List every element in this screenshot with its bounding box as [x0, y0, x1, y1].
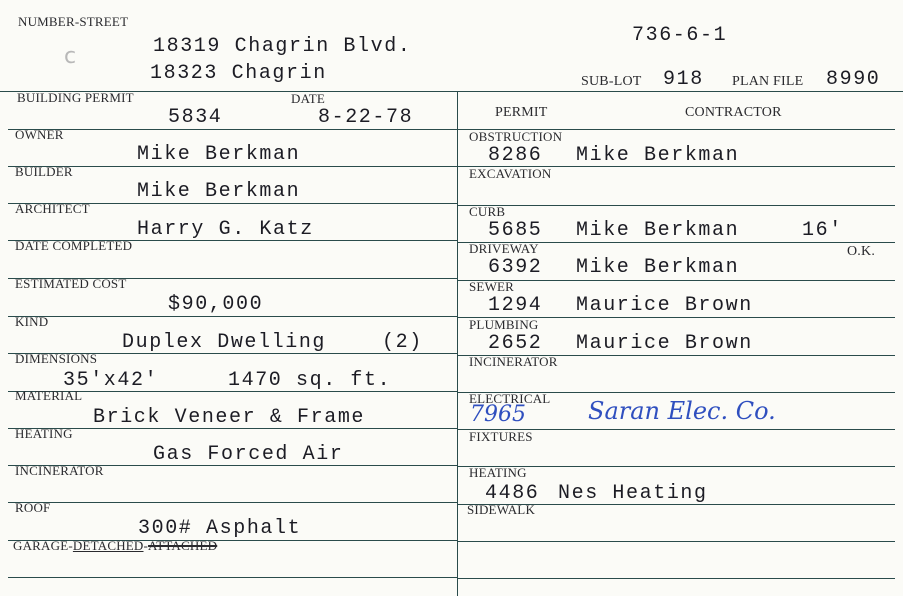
left-rule	[8, 166, 457, 167]
garage-label: GARAGE-	[13, 538, 73, 553]
obstruction-contractor: Mike Berkman	[576, 144, 740, 167]
kind-label: KIND	[15, 314, 49, 329]
driveway-note: O.K.	[847, 244, 876, 259]
electrical-permit-handwritten: 7965	[470, 402, 526, 427]
heating-permit: 4486	[485, 482, 540, 505]
obstruction-label: OBSTRUCTION	[469, 129, 563, 144]
header-rule	[0, 91, 903, 92]
estimated-cost-value: $90,000	[168, 293, 264, 316]
driveway-contractor: Mike Berkman	[576, 256, 740, 279]
owner-label: OWNER	[15, 127, 64, 142]
center-column-divider	[457, 92, 458, 596]
right-rule	[458, 578, 895, 579]
contractor-header: CONTRACTOR	[685, 105, 782, 120]
right-rule	[458, 541, 895, 542]
owner-value: Mike Berkman	[137, 143, 301, 166]
card-number: 736-6-1	[632, 24, 728, 47]
building-permit-value: 5834	[168, 106, 223, 129]
garage-line	[13, 539, 217, 552]
sublot-value: 918	[663, 68, 704, 91]
sewer-label: SEWER	[469, 279, 515, 294]
sidewalk-label: SIDEWALK	[467, 502, 536, 517]
sewer-permit: 1294	[488, 294, 543, 317]
pencil-mark: c	[64, 44, 77, 69]
right-rule	[458, 205, 895, 206]
left-rule	[8, 577, 457, 578]
left-rule	[8, 316, 457, 317]
right-rule	[458, 280, 895, 281]
heating-value: Gas Forced Air	[153, 443, 344, 466]
kind-count: (2)	[382, 331, 423, 354]
curb-length: 16'	[802, 219, 843, 242]
builder-value: Mike Berkman	[137, 180, 301, 203]
roof-label: ROOF	[15, 500, 51, 515]
electrical-label: ELECTRICAL	[469, 391, 551, 406]
dimensions-label: DIMENSIONS	[15, 351, 98, 366]
incinerator-label-right: INCINERATOR	[469, 354, 558, 369]
address-line-2: 18323 Chagrin	[150, 62, 327, 85]
sublot-label: SUB-LOT	[581, 74, 642, 89]
curb-contractor: Mike Berkman	[576, 219, 740, 242]
heating-contractor: Nes Heating	[558, 482, 708, 505]
estimated-cost-label: ESTIMATED COST	[15, 276, 127, 291]
kind-value: Duplex Dwelling	[122, 331, 327, 354]
garage-dash: -	[143, 538, 149, 553]
heating-label: HEATING	[15, 426, 73, 441]
obstruction-permit: 8286	[488, 144, 543, 167]
driveway-permit: 6392	[488, 256, 543, 279]
address-line-1: 18319 Chagrin Blvd.	[153, 35, 412, 58]
architect-value: Harry G. Katz	[137, 218, 314, 241]
incinerator-label-left: INCINERATOR	[15, 463, 104, 478]
area-value: 1470 sq. ft.	[228, 369, 392, 392]
electrical-contractor-handwritten: Saran Elec. Co.	[588, 397, 776, 425]
curb-label: CURB	[469, 204, 506, 219]
left-rule	[8, 502, 457, 503]
date-label: DATE	[291, 91, 326, 106]
builder-label: BUILDER	[15, 164, 73, 179]
date-completed-label: DATE COMPLETED	[15, 238, 133, 253]
driveway-label: DRIVEWAY	[469, 241, 539, 256]
left-rule	[8, 129, 457, 130]
garage-struck-option: ATTACHED	[148, 538, 218, 553]
dimensions-value: 35'x42'	[63, 369, 159, 392]
sewer-contractor: Maurice Brown	[576, 294, 753, 317]
building-permit-label: BUILDING PERMIT	[17, 90, 134, 105]
excavation-label: EXCAVATION	[469, 166, 552, 181]
number-street-label: NUMBER-STREET	[18, 14, 129, 29]
material-value: Brick Veneer & Frame	[93, 406, 366, 429]
plumbing-permit: 2652	[488, 332, 543, 355]
material-label: MATERIAL	[15, 388, 83, 403]
fixtures-label: FIXTURES	[469, 429, 533, 444]
permit-header: PERMIT	[495, 105, 548, 120]
plumbing-contractor: Maurice Brown	[576, 332, 753, 355]
architect-label: ARCHITECT	[15, 201, 90, 216]
plan-file-label: PLAN FILE	[732, 74, 804, 89]
plan-file-value: 8990	[826, 68, 881, 91]
curb-permit: 5685	[488, 219, 543, 242]
heating-label-right: HEATING	[469, 465, 527, 480]
plumbing-label: PLUMBING	[469, 317, 539, 332]
roof-value: 300# Asphalt	[138, 517, 302, 540]
date-value: 8-22-78	[318, 106, 414, 129]
garage-detached: DETACHED	[72, 538, 144, 553]
